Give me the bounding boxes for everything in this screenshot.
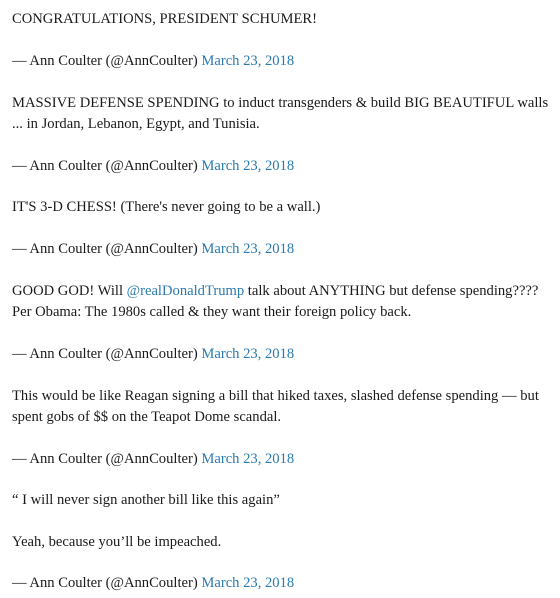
attribution-author: — Ann Coulter (@AnnCoulter) (12, 241, 198, 257)
tweet-attribution (12, 344, 552, 365)
tweet-text: This would be like Reagan signing a bill that hiked taxes, slashed defense spending — but spent gobs of $$ on the Teapot Dome scandal. (12, 388, 539, 425)
tweet-text: IT'S 3-D CHESS! (There's never going to be a wall.) (12, 199, 321, 215)
tweet-attribution (12, 449, 552, 470)
tweet-attribution (12, 156, 552, 177)
tweet-date-link[interactable]: March 23, 2018 (201, 451, 295, 467)
attribution-author: — Ann Coulter (@AnnCoulter) (12, 158, 198, 174)
tweet-text (12, 281, 552, 323)
attribution-author: — Ann Coulter (@AnnCoulter) (12, 53, 198, 69)
tweet-attribution (12, 51, 552, 72)
tweet-text: Yeah, because you’ll be impeached. (12, 534, 222, 550)
tweet-text: “ I will never sign another bill like this again” (12, 492, 280, 508)
tweet-text: CONGRATULATIONS, PRESIDENT SCHUMER! (12, 11, 318, 27)
tweet-attribution (12, 239, 552, 260)
tweet-date-link[interactable]: March 23, 2018 (201, 575, 295, 591)
tweet-date-link[interactable]: March 23, 2018 (201, 241, 295, 257)
tweet-text: MASSIVE DEFENSE SPENDING to induct transgenders & build BIG BEAUTIFUL walls ... in Jordan, Lebanon, Egypt, and Tunisia. (12, 95, 549, 132)
tweet-date-link[interactable]: March 23, 2018 (201, 158, 295, 174)
tweet-text-before: GOOD GOD! Will (12, 283, 127, 299)
tweet-text-after: talk about ANYTHING but defense spending???? Per Obama: The 1980s called & they want their foreign policy back. (12, 283, 539, 320)
tweet-date-link[interactable]: March 23, 2018 (201, 346, 295, 362)
mention-link[interactable]: @realDonaldTrump (126, 283, 245, 299)
tweet-date-link[interactable]: March 23, 2018 (201, 53, 295, 69)
tweet-attribution (12, 573, 552, 594)
attribution-author: — Ann Coulter (@AnnCoulter) (12, 575, 198, 591)
attribution-author: — Ann Coulter (@AnnCoulter) (12, 346, 198, 362)
attribution-author: — Ann Coulter (@AnnCoulter) (12, 451, 198, 467)
